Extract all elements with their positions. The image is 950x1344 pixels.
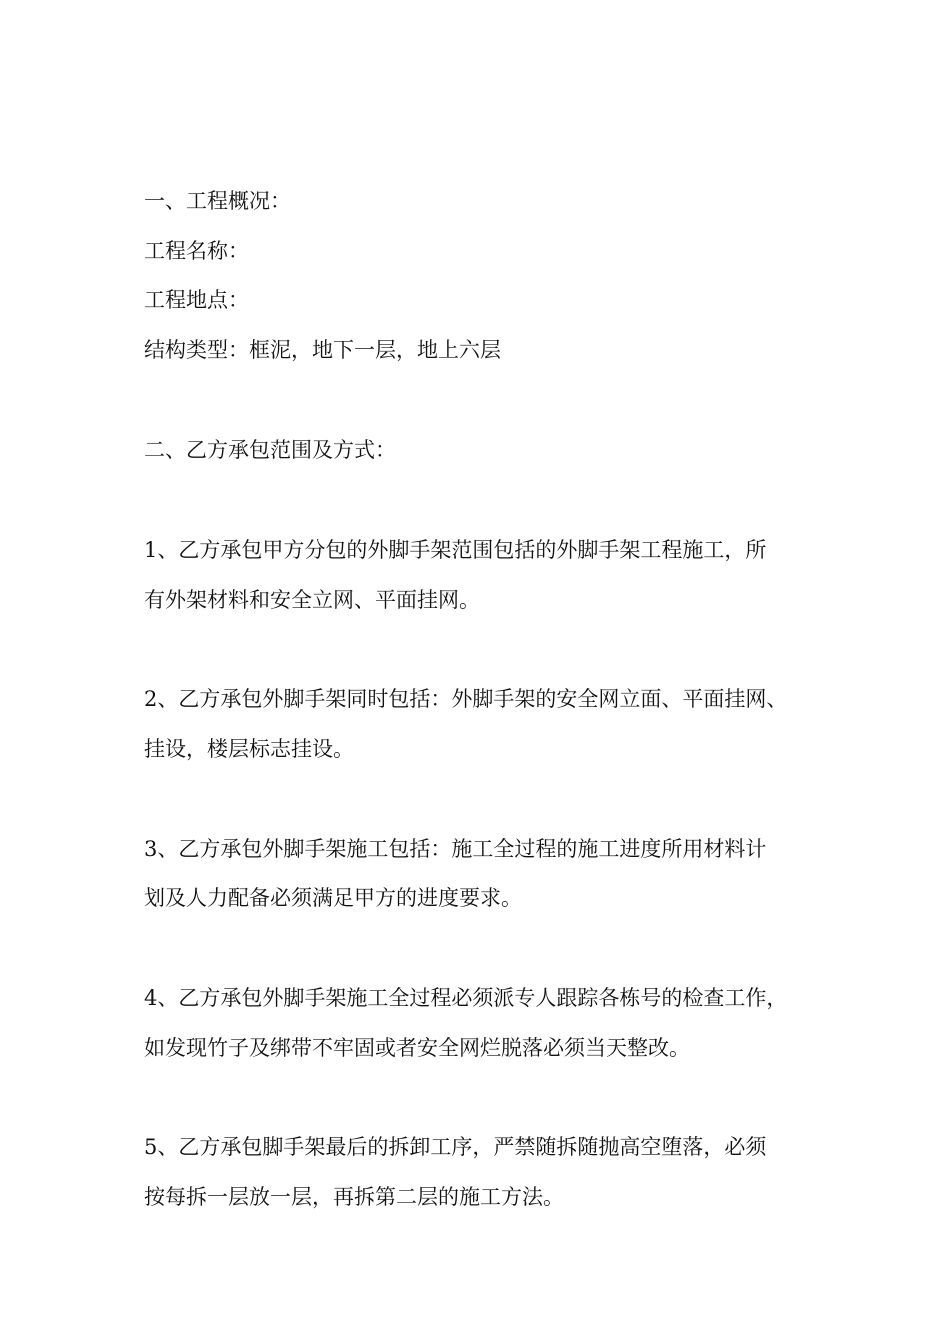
clause-4-line-2: 如发现竹子及绑带不牢固或者安全网烂脱落必须当天整改。 [144, 1036, 690, 1060]
clause-2-text: 、乙方承包外脚手架同时包括：外脚手架的安全网立面、平面挂网、 [157, 687, 788, 711]
clause-1-line-1 [144, 535, 834, 565]
clause-5-text: 、乙方承包脚手架最后的拆卸工序，严禁随拆随抛高空堕落，必须 [157, 1135, 767, 1159]
clause-3-number: 3 [144, 837, 158, 861]
clause-4-text: 、乙方承包外脚手架施工全过程必须派专人跟踪各栋号的检查工作， [157, 986, 788, 1010]
clause-5-line-1 [144, 1132, 834, 1162]
section-2-heading: 二、乙方承包范围及方式： [144, 438, 396, 462]
clause-5-number: 5 [144, 1135, 158, 1159]
structure-type-line: 结构类型：框泥，地下一层，地上六层 [144, 338, 501, 362]
clause-2-line-1 [144, 684, 834, 714]
clause-3-line-2: 划及人力配备必须满足甲方的进度要求。 [144, 886, 522, 910]
clause-1-text: 、乙方承包甲方分包的外脚手架范围包括的外脚手架工程施工，所 [157, 538, 767, 562]
clause-3-text: 、乙方承包外脚手架施工包括：施工全过程的施工进度所用材料计 [157, 837, 767, 861]
clause-1-line-2: 有外架材料和安全立网、平面挂网。 [144, 588, 480, 612]
project-name-label: 工程名称： [144, 239, 249, 263]
clause-1-number: 1 [144, 538, 158, 562]
clause-5-line-2: 按每拆一层放一层，再拆第二层的施工方法。 [144, 1185, 564, 1209]
project-location-label: 工程地点： [144, 288, 249, 312]
clause-4-number: 4 [144, 986, 158, 1010]
clause-2-line-2: 挂设，楼层标志挂设。 [144, 737, 354, 761]
clause-3-line-1 [144, 834, 834, 864]
clause-2-number: 2 [144, 687, 158, 711]
clause-4-line-1 [144, 983, 834, 1013]
section-1-heading: 一、工程概况： [144, 189, 291, 213]
